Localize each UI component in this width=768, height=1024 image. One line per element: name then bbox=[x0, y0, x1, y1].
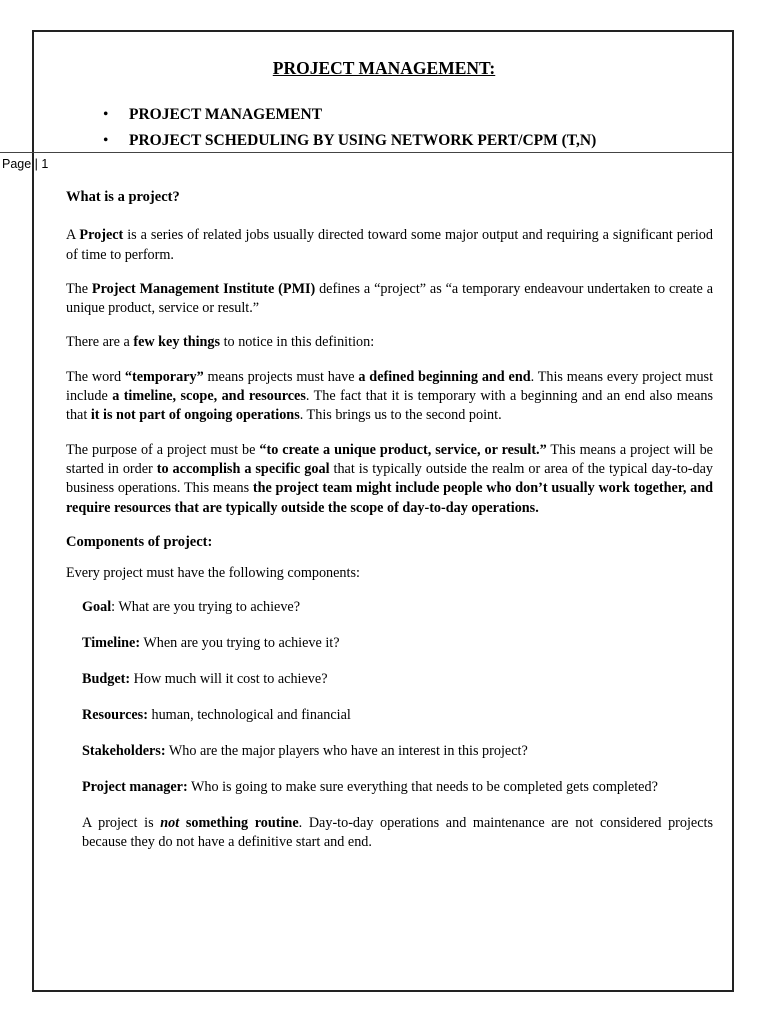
paragraph-project-definition: A Project is a series of related jobs usually directed toward some major output and requiring a significant period of time to perform. bbox=[66, 227, 713, 263]
paragraph-pmi-definition: The Project Management Institute (PMI) defines a “project” as “a temporary endeavour undertaken to create a unique product, service or result.” bbox=[66, 280, 713, 317]
topic-bullet-item: • PROJECT MANAGEMENT bbox=[100, 104, 596, 130]
paragraph-purpose: The purpose of a project must be “to create a unique product, service, or result.” This means a project will be started in order to accomplish a specific goal that is typically outside the realm or area of the typical day-to-day business operations. This means the project team might include people who don’t usually work together, and require resources that are typically outside the scope of day-to-day operations. bbox=[66, 441, 713, 516]
document-title: PROJECT MANAGEMENT: bbox=[272, 58, 496, 78]
component-item-timeline: Timeline: When are you trying to achieve it? bbox=[82, 635, 340, 652]
paragraph-not-routine: A project is not something routine. Day-to-day operations and maintenance are not considered projects because they do not have a definitive start and end. bbox=[82, 814, 713, 851]
component-item-project-manager: Project manager: Who is going to make sure everything that needs to be completed gets completed? bbox=[82, 778, 658, 795]
component-item-goal: Goal: What are you trying to achieve? bbox=[82, 599, 301, 616]
components-list bbox=[66, 598, 713, 852]
page-number-label: Page | 1 bbox=[2, 157, 49, 171]
document-body bbox=[66, 188, 713, 867]
paragraph-key-things: There are a few key things to notice in this definition: bbox=[66, 334, 375, 351]
topic-bullet-list bbox=[100, 104, 596, 156]
topic-bullet-item: • PROJECT SCHEDULING BY USING NETWORK PERT/CPM (T,N) bbox=[100, 130, 596, 156]
section-heading-components: Components of project: bbox=[66, 533, 213, 550]
paragraph-temporary: The word “temporary” means projects must have a defined beginning and end. This means every project must include a timeline, scope, and resources. The fact that it is temporary with a beginning and an end also means that it is not part of ongoing operations. This brings us to the second point. bbox=[66, 368, 714, 424]
paragraph-components-intro: Every project must have the following components: bbox=[66, 565, 360, 582]
component-item-resources: Resources: human, technological and financial bbox=[82, 707, 351, 724]
section-heading-what-is-project: What is a project? bbox=[66, 189, 180, 205]
component-item-stakeholders: Stakeholders: Who are the major players who have an interest in this project? bbox=[82, 743, 528, 760]
header-divider bbox=[0, 152, 732, 153]
component-item-budget: Budget: How much will it cost to achieve? bbox=[82, 671, 328, 688]
